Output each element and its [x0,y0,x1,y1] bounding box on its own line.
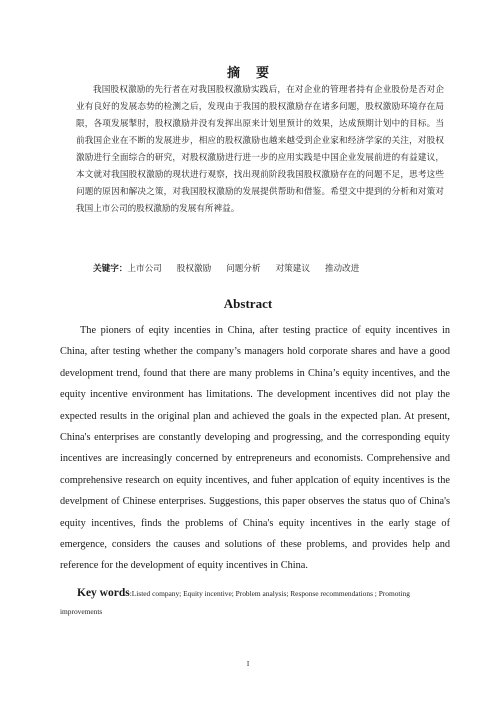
page-number: I [246,660,250,668]
english-abstract-title: Abstract [223,296,273,311]
chinese-keywords [93,262,453,276]
chinese-keyword: 对策建议 [275,264,310,274]
english-keywords [60,584,450,621]
chinese-abstract-body: 我国股权激励的先行者在对我国股权激励实践后，在对企业的管理者持有企业股份是否对企业有良好的发展态势的检测之后，发现由于我国的股权激励存在诸多问题，股权激励环境存在局限，各项发展掣肘，股权激励并没有发挥出原来计划里预计的效果，达成预期计划中的目标。当前我国企业在不断的发展进步，相应的股权激励也越来越受到企业家和经济学家的关注，对股权激励进行全面综合的研究，对股权激励进行进一步的应用实践是中国企业发展前进的有益建议，本文就对我国股权激励的现状进行观察，找出现前阶段我国股权激励存在的问题不足，思考这些问题的原因和解决之策，对我国股权激励的发展提供帮助和借鉴。希望文中提到的分析和对策对我国上市公司的股权激励的发展有所裨益。 [76,85,444,214]
chinese-abstract-title: 摘要 [226,66,285,81]
chinese-keyword: 问题分析 [226,264,261,274]
chinese-keywords-label: 关键字： [93,264,128,274]
chinese-keyword: 推动改进 [324,264,360,274]
chinese-keyword: 股权激励 [176,264,212,274]
english-keywords-text: :Listed company; Equity incentive; Problem analysis; Response recommendations ; Promoting improvements [60,589,410,616]
english-abstract-body: The pioners of eqity incenties in China, after testing practice of equity incentives in China, after testing whether the company’s managers hold corporate shares and have a good development trend, found that there are many problems in China’s equity incentives, and the equity incentive environment has limitations. The development incentives did not play the expected results in the original plan and achieved the goals in the expected plan. At present, China's enterprises are constantly developing and progressing, and the corresponding equity incentives are increasingly concerned by entrepreneurs and economists. Comprehensive and comprehensive research on equity incentives, and fuher applcation of equity incentives is the develpment of Chinese enterprises. Suggestions, this paper observes the status quo of China's equity incentives, finds the problems of China's equity incentives in the early stage of emergence, considers the causes and solutions of these problems, and provides help and reference for the development of equity incentives in China. [60,325,450,572]
english-keywords-label: Key words [77,587,130,599]
chinese-keyword: 上市公司 [127,264,162,274]
